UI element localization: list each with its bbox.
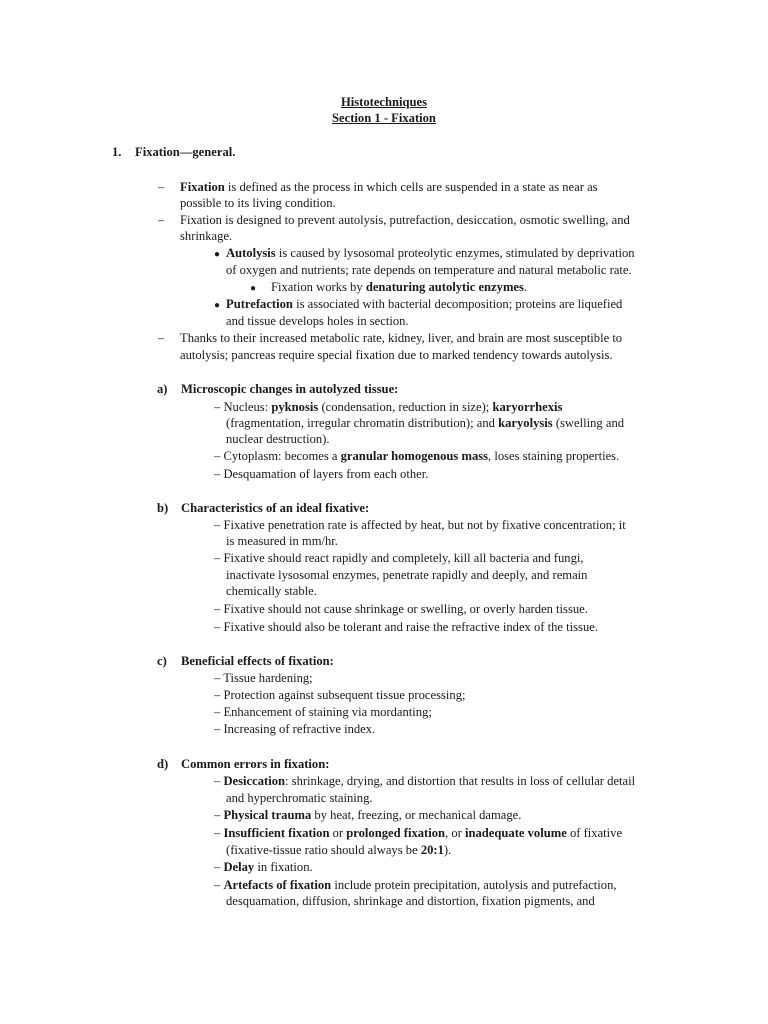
purpose-line: Fixation is designed to prevent autolysis, putrefaction, desiccation, osmotic swelling, and — [180, 213, 630, 227]
bullet-icon: ● — [250, 283, 257, 294]
penetration-line: – Fixative penetration rate is affected by heat, but not by fixative concentration; it — [214, 518, 626, 532]
definition-line — [180, 179, 598, 196]
term-artefacts: Artefacts of fixation — [223, 878, 332, 892]
react-line-2: inactivate lysosomal enzymes, penetrate rapidly and deeply, and remain — [226, 568, 588, 582]
section-a-heading: Microscopic changes in autolyzed tissue: — [181, 382, 399, 396]
benefit-item: – Tissue hardening; — [214, 671, 313, 685]
cytoplasm-end: , loses staining properties. — [488, 449, 620, 463]
doc-subtitle: Section 1 - Fixation — [332, 111, 436, 125]
putrefaction-line — [226, 296, 622, 313]
cytoplasm-line — [214, 448, 619, 465]
shrinkage-line: – Fixative should not cause shrinkage or swelling, or overly harden tissue. — [214, 602, 588, 616]
nucleus-line-3: nuclear destruction). — [226, 432, 330, 446]
insufficient-end: of fixative — [566, 826, 623, 840]
enzyme-line — [271, 279, 527, 296]
term-prolonged: prolonged fixation — [346, 826, 446, 840]
insufficient-line — [214, 825, 622, 842]
term-fixation: Fixation — [180, 180, 225, 194]
ratio-value: 20:1 — [420, 843, 444, 857]
term-granular-mass: granular homogenous mass — [340, 449, 489, 463]
term-physical-trauma: Physical trauma — [223, 808, 312, 822]
cytoplasm-lead: – Cytoplasm: becomes a — [214, 449, 341, 463]
susceptibility-line-2: autolysis; pancreas require special fixation due to marked tendency towards autolysis. — [180, 348, 613, 362]
purpose-line-2: shrinkage. — [180, 229, 233, 243]
nucleus-line — [214, 399, 562, 416]
term-insufficient: Insufficient fixation — [223, 826, 330, 840]
or-text: , or — [445, 826, 465, 840]
section-d-heading: Common errors in fixation: — [181, 757, 330, 771]
nucleus-text-2a: (fragmentation, irregular chromatin distribution); and — [226, 416, 499, 430]
bullet-icon: ● — [214, 249, 221, 260]
artefacts-text: include protein precipitation, autolysis and putrefaction, — [331, 878, 617, 892]
desquamation-line: – Desquamation of layers from each other. — [214, 467, 429, 481]
autolysis-line-2: of oxygen and nutrients; rate depends on temperature and natural metabolic rate. — [226, 263, 632, 277]
dash-lead: – — [214, 878, 224, 892]
benefit-item: – Increasing of refractive index. — [214, 722, 376, 736]
doc-title: Histotechniques — [340, 95, 428, 109]
dash-lead: – — [214, 860, 224, 874]
penetration-line-2: is measured in mm/hr. — [226, 534, 338, 548]
section-b-heading: Characteristics of an ideal fixative: — [181, 501, 370, 515]
delay-text: in fixation. — [254, 860, 313, 874]
benefit-item: – Enhancement of staining via mordanting; — [214, 705, 432, 719]
ratio-end: ). — [443, 843, 452, 857]
dash-marker: – — [158, 213, 165, 227]
putrefaction-text: is associated with bacterial decomposition; proteins are liquefied — [292, 297, 623, 311]
desiccation-line-2: and hyperchromatic staining. — [226, 791, 373, 805]
nucleus-lead: – Nucleus: — [214, 400, 272, 414]
dash-marker: – — [158, 331, 165, 345]
term-denaturing: denaturing autolytic enzymes — [365, 280, 524, 294]
bullet-icon: ● — [214, 300, 221, 311]
autolysis-text: is caused by lysosomal proteolytic enzymes, stimulated by deprivation — [275, 246, 635, 260]
susceptibility-line: Thanks to their increased metabolic rate, kidney, liver, and brain are most susceptible to — [180, 331, 623, 345]
nucleus-mid: (condensation, reduction in size); — [318, 400, 493, 414]
trauma-text: by heat, freezing, or mechanical damage. — [311, 808, 522, 822]
autolysis-line — [226, 245, 635, 262]
section-1-heading: Fixation—general. — [135, 145, 236, 159]
term-putrefaction: Putrefaction — [226, 297, 293, 311]
section-1-number: 1. — [112, 145, 122, 159]
delay-line — [214, 859, 313, 876]
term-desiccation: Desiccation — [223, 774, 286, 788]
term-inadequate: inadequate volume — [465, 826, 567, 840]
ratio-text: (fixative-tissue ratio should always be — [226, 843, 421, 857]
tolerant-line: – Fixative should also be tolerant and raise the refractive index of the tissue. — [214, 620, 598, 634]
trauma-line — [214, 807, 521, 824]
nucleus-text-2b: (swelling and — [552, 416, 625, 430]
benefit-item: – Protection against subsequent tissue processing; — [214, 688, 466, 702]
or-text: or — [329, 826, 347, 840]
dash-marker: – — [158, 180, 165, 194]
ratio-line — [226, 842, 451, 859]
enzyme-text: Fixation works by — [271, 280, 366, 294]
term-pyknosis: pyknosis — [271, 400, 319, 414]
react-line: – Fixative should react rapidly and completely, kill all bacteria and fungi, — [214, 551, 584, 565]
term-autolysis: Autolysis — [226, 246, 276, 260]
section-d-mark: d) — [157, 757, 169, 771]
desiccation-line — [214, 773, 635, 790]
definition-line-2: possible to its living condition. — [180, 196, 336, 210]
react-line-3: chemically stable. — [226, 584, 317, 598]
putrefaction-line-2: and tissue develops holes in section. — [226, 314, 409, 328]
enzyme-end: . — [523, 280, 528, 294]
nucleus-line-2 — [226, 415, 624, 432]
dash-lead: – — [214, 808, 224, 822]
term-karyorrhexis: karyorrhexis — [492, 400, 563, 414]
dash-lead: – — [214, 826, 224, 840]
desiccation-text: : shrinkage, drying, and distortion that results in loss of cellular detail — [285, 774, 636, 788]
artefacts-line — [214, 877, 617, 894]
artefacts-line-2: desquamation, diffusion, shrinkage and distortion, fixation pigments, and — [226, 894, 595, 908]
definition-text: is defined as the process in which cells are suspended in a state as near as — [224, 180, 598, 194]
section-c-mark: c) — [157, 654, 167, 668]
term-karyolysis: karyolysis — [498, 416, 553, 430]
section-c-heading: Beneficial effects of fixation: — [181, 654, 334, 668]
dash-lead: – — [214, 774, 224, 788]
section-b-mark: b) — [157, 501, 169, 515]
term-delay: Delay — [223, 860, 255, 874]
section-a-mark: a) — [157, 382, 168, 396]
